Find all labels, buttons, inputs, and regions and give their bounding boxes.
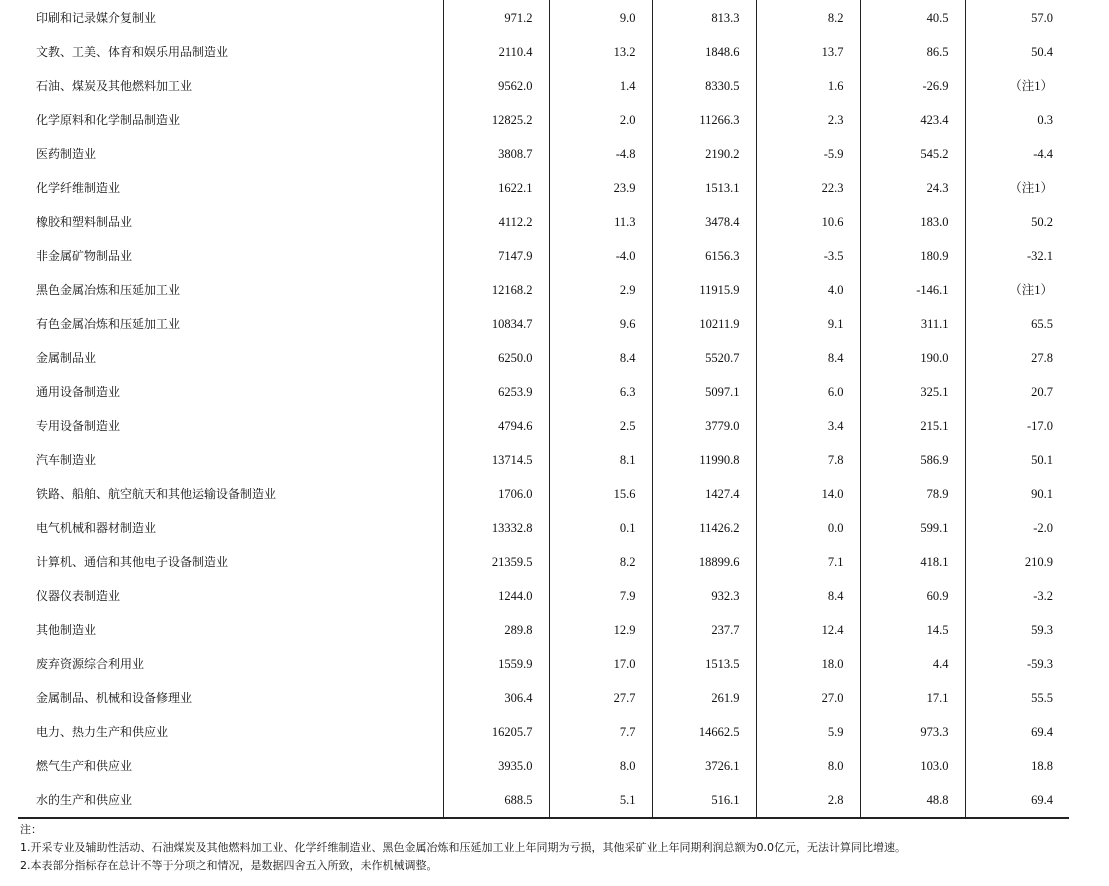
table-row [0, 409, 1069, 443]
value-cell-col4: 7.8 [756, 443, 860, 477]
value-cell-col6: -3.2 [965, 579, 1069, 613]
value-cell-col1: 12168.2 [443, 273, 549, 307]
industry-name-cell: 电力、热力生产和供应业 [36, 725, 169, 739]
value-cell-col2: 2.0 [549, 103, 652, 137]
value-cell-col4: 8.2 [756, 0, 860, 35]
value-cell-col2: 7.9 [549, 579, 652, 613]
value-cell-col5: 190.0 [860, 341, 965, 375]
value-cell-col2: 12.9 [549, 613, 652, 647]
value-cell-col1: 1559.9 [443, 647, 549, 681]
value-cell-col6: （注1） [965, 171, 1069, 205]
value-cell-col6: 59.3 [965, 613, 1069, 647]
value-cell-col1: 306.4 [443, 681, 549, 715]
value-cell-col4: 22.3 [756, 171, 860, 205]
value-cell-col6: 65.5 [965, 307, 1069, 341]
industry-name-cell: 废弃资源综合利用业 [36, 657, 145, 671]
value-cell-col1: 971.2 [443, 0, 549, 35]
industry-name-cell: 燃气生产和供应业 [36, 759, 133, 773]
value-cell-col6: 18.8 [965, 749, 1069, 783]
industry-name-cell: 橡胶和塑料制品业 [36, 215, 133, 229]
table-row [0, 341, 1069, 375]
value-cell-col4: 6.0 [756, 375, 860, 409]
table-row [0, 715, 1069, 749]
value-cell-col6: -4.4 [965, 137, 1069, 171]
value-cell-col3: 3478.4 [652, 205, 756, 239]
value-cell-col3: 516.1 [652, 783, 756, 817]
industry-name-cell: 电气机械和器材制造业 [36, 521, 157, 535]
industry-name-cell: 非金属矿物制品业 [36, 249, 133, 263]
table-row [0, 69, 1069, 103]
table-row [0, 103, 1069, 137]
industry-name-cell: 仪器仪表制造业 [36, 589, 121, 603]
value-cell-col2: 9.0 [549, 0, 652, 35]
table-row [0, 613, 1069, 647]
value-cell-col3: 5520.7 [652, 341, 756, 375]
value-cell-col3: 11426.2 [652, 511, 756, 545]
value-cell-col1: 16205.7 [443, 715, 549, 749]
industry-name-cell: 水的生产和供应业 [36, 793, 133, 807]
industry-name-cell: 印刷和记录媒介复制业 [36, 10, 157, 25]
value-cell-col4: 7.1 [756, 545, 860, 579]
value-cell-col2: 27.7 [549, 681, 652, 715]
table-row [0, 171, 1069, 205]
value-cell-col1: 3808.7 [443, 137, 549, 171]
value-cell-col6: 210.9 [965, 545, 1069, 579]
value-cell-col6: 90.1 [965, 477, 1069, 511]
table-row [0, 273, 1069, 307]
industry-name-cell: 化学原料和化学制品制造业 [36, 113, 181, 127]
value-cell-col5: 86.5 [860, 35, 965, 69]
value-cell-col4: 1.6 [756, 69, 860, 103]
value-cell-col4: -3.5 [756, 239, 860, 273]
value-cell-col6: 55.5 [965, 681, 1069, 715]
value-cell-col1: 9562.0 [443, 69, 549, 103]
value-cell-col3: 5097.1 [652, 375, 756, 409]
table-row [0, 239, 1069, 273]
table-row [0, 511, 1069, 545]
value-cell-col4: -5.9 [756, 137, 860, 171]
value-cell-col5: 17.1 [860, 681, 965, 715]
value-cell-col2: 2.5 [549, 409, 652, 443]
value-cell-col3: 261.9 [652, 681, 756, 715]
value-cell-col2: 7.7 [549, 715, 652, 749]
industry-name-cell: 有色金属冶炼和压延加工业 [36, 317, 181, 331]
table-row [0, 307, 1069, 341]
table-row [0, 137, 1069, 171]
value-cell-col5: 48.8 [860, 783, 965, 817]
value-cell-col2: 17.0 [549, 647, 652, 681]
industry-name-cell: 计算机、通信和其他电子设备制造业 [36, 555, 229, 569]
value-cell-col1: 13714.5 [443, 443, 549, 477]
value-cell-col3: 1427.4 [652, 477, 756, 511]
table-row [0, 545, 1069, 579]
value-cell-col3: 14662.5 [652, 715, 756, 749]
industry-name-cell: 通用设备制造业 [36, 385, 121, 399]
value-cell-col6: 50.1 [965, 443, 1069, 477]
value-cell-col3: 3726.1 [652, 749, 756, 783]
value-cell-col4: 4.0 [756, 273, 860, 307]
value-cell-col1: 289.8 [443, 613, 549, 647]
value-cell-col6: 20.7 [965, 375, 1069, 409]
value-cell-col5: 545.2 [860, 137, 965, 171]
note-item-1: 1.开采专业及辅助性活动、石油煤炭及其他燃料加工业、化学纤维制造业、黑色金属冶炼和压延加工业上年同期为亏损，其他采矿业上年同期利润总额为0.0亿元，无法计算同比增速。 [20, 841, 906, 854]
value-cell-col1: 21359.5 [443, 545, 549, 579]
value-cell-col1: 10834.7 [443, 307, 549, 341]
note-item-2: 2.本表部分指标存在总计不等于分项之和情况，是数据四舍五入所致，未作机械调整。 [20, 859, 438, 872]
table-bottom-rule [18, 817, 1069, 819]
value-cell-col3: 1848.6 [652, 35, 756, 69]
value-cell-col2: 11.3 [549, 205, 652, 239]
value-cell-col4: 12.4 [756, 613, 860, 647]
notes-heading: 注： [20, 823, 42, 836]
table-notes [20, 821, 1100, 875]
value-cell-col2: 8.2 [549, 545, 652, 579]
value-cell-col5: 325.1 [860, 375, 965, 409]
industry-name-cell: 专用设备制造业 [36, 419, 121, 433]
value-cell-col5: 14.5 [860, 613, 965, 647]
table-row [0, 375, 1069, 409]
value-cell-col2: 0.1 [549, 511, 652, 545]
value-cell-col2: -4.0 [549, 239, 652, 273]
value-cell-col3: 237.7 [652, 613, 756, 647]
table-row [0, 681, 1069, 715]
table-row [0, 477, 1069, 511]
value-cell-col4: 9.1 [756, 307, 860, 341]
value-cell-col5: 40.5 [860, 0, 965, 35]
value-cell-col4: 2.8 [756, 783, 860, 817]
table-row [0, 0, 1069, 35]
value-cell-col6: 50.2 [965, 205, 1069, 239]
value-cell-col1: 4794.6 [443, 409, 549, 443]
value-cell-col1: 1244.0 [443, 579, 549, 613]
value-cell-col5: -146.1 [860, 273, 965, 307]
value-cell-col2: 6.3 [549, 375, 652, 409]
value-cell-col2: 15.6 [549, 477, 652, 511]
value-cell-col1: 1622.1 [443, 171, 549, 205]
table-row [0, 579, 1069, 613]
value-cell-col4: 27.0 [756, 681, 860, 715]
value-cell-col1: 12825.2 [443, 103, 549, 137]
value-cell-col5: 311.1 [860, 307, 965, 341]
value-cell-col6: 69.4 [965, 783, 1069, 817]
value-cell-col2: 8.1 [549, 443, 652, 477]
value-cell-col4: 13.7 [756, 35, 860, 69]
value-cell-col5: 183.0 [860, 205, 965, 239]
value-cell-col4: 8.4 [756, 579, 860, 613]
value-cell-col4: 8.0 [756, 749, 860, 783]
value-cell-col3: 11990.8 [652, 443, 756, 477]
industry-name-cell: 铁路、船舶、航空航天和其他运输设备制造业 [36, 487, 277, 501]
value-cell-col5: -26.9 [860, 69, 965, 103]
value-cell-col2: 23.9 [549, 171, 652, 205]
value-cell-col5: 180.9 [860, 239, 965, 273]
value-cell-col5: 423.4 [860, 103, 965, 137]
value-cell-col3: 2190.2 [652, 137, 756, 171]
value-cell-col1: 6250.0 [443, 341, 549, 375]
value-cell-col1: 13332.8 [443, 511, 549, 545]
industry-name-cell: 金属制品、机械和设备修理业 [36, 691, 193, 705]
value-cell-col3: 932.3 [652, 579, 756, 613]
value-cell-col6: （注1） [965, 69, 1069, 103]
table-row [0, 35, 1069, 69]
value-cell-col3: 11266.3 [652, 103, 756, 137]
table-row [0, 443, 1069, 477]
industry-name-cell: 其他制造业 [36, 623, 97, 637]
value-cell-col5: 78.9 [860, 477, 965, 511]
value-cell-col2: 5.1 [549, 783, 652, 817]
table-row [0, 783, 1069, 817]
table-row [0, 749, 1069, 783]
value-cell-col2: 8.4 [549, 341, 652, 375]
value-cell-col3: 1513.1 [652, 171, 756, 205]
industry-name-cell: 化学纤维制造业 [36, 181, 121, 195]
value-cell-col2: 13.2 [549, 35, 652, 69]
value-cell-col6: 0.3 [965, 103, 1069, 137]
industry-name-cell: 汽车制造业 [36, 453, 97, 467]
industry-name-cell: 石油、煤炭及其他燃料加工业 [36, 79, 193, 93]
value-cell-col6: 50.4 [965, 35, 1069, 69]
value-cell-col5: 215.1 [860, 409, 965, 443]
value-cell-col2: 9.6 [549, 307, 652, 341]
value-cell-col4: 3.4 [756, 409, 860, 443]
value-cell-col6: 69.4 [965, 715, 1069, 749]
value-cell-col6: -2.0 [965, 511, 1069, 545]
value-cell-col1: 7147.9 [443, 239, 549, 273]
value-cell-col3: 18899.6 [652, 545, 756, 579]
value-cell-col3: 1513.5 [652, 647, 756, 681]
value-cell-col6: -32.1 [965, 239, 1069, 273]
value-cell-col5: 586.9 [860, 443, 965, 477]
value-cell-col3: 11915.9 [652, 273, 756, 307]
table-row [0, 647, 1069, 681]
value-cell-col1: 3935.0 [443, 749, 549, 783]
value-cell-col6: 57.0 [965, 0, 1069, 35]
value-cell-col4: 10.6 [756, 205, 860, 239]
value-cell-col5: 60.9 [860, 579, 965, 613]
value-cell-col6: 27.8 [965, 341, 1069, 375]
value-cell-col4: 8.4 [756, 341, 860, 375]
industry-name-cell: 黑色金属冶炼和压延加工业 [36, 283, 181, 297]
value-cell-col1: 4112.2 [443, 205, 549, 239]
value-cell-col1: 6253.9 [443, 375, 549, 409]
value-cell-col5: 103.0 [860, 749, 965, 783]
value-cell-col3: 3779.0 [652, 409, 756, 443]
value-cell-col4: 5.9 [756, 715, 860, 749]
value-cell-col5: 599.1 [860, 511, 965, 545]
value-cell-col5: 973.3 [860, 715, 965, 749]
value-cell-col1: 688.5 [443, 783, 549, 817]
value-cell-col5: 418.1 [860, 545, 965, 579]
table-row [0, 205, 1069, 239]
value-cell-col6: -17.0 [965, 409, 1069, 443]
value-cell-col4: 0.0 [756, 511, 860, 545]
value-cell-col3: 6156.3 [652, 239, 756, 273]
value-cell-col4: 2.3 [756, 103, 860, 137]
value-cell-col3: 813.3 [652, 0, 756, 35]
value-cell-col1: 2110.4 [443, 35, 549, 69]
value-cell-col3: 8330.5 [652, 69, 756, 103]
value-cell-col5: 24.3 [860, 171, 965, 205]
value-cell-col1: 1706.0 [443, 477, 549, 511]
value-cell-col5: 4.4 [860, 647, 965, 681]
value-cell-col6: -59.3 [965, 647, 1069, 681]
industry-name-cell: 文教、工美、体育和娱乐用品制造业 [36, 45, 229, 59]
value-cell-col2: 2.9 [549, 273, 652, 307]
value-cell-col4: 14.0 [756, 477, 860, 511]
industry-name-cell: 医药制造业 [36, 147, 97, 161]
industry-name-cell: 金属制品业 [36, 351, 97, 365]
value-cell-col6: （注1） [965, 273, 1069, 307]
value-cell-col4: 18.0 [756, 647, 860, 681]
value-cell-col2: -4.8 [549, 137, 652, 171]
value-cell-col2: 1.4 [549, 69, 652, 103]
value-cell-col3: 10211.9 [652, 307, 756, 341]
value-cell-col2: 8.0 [549, 749, 652, 783]
